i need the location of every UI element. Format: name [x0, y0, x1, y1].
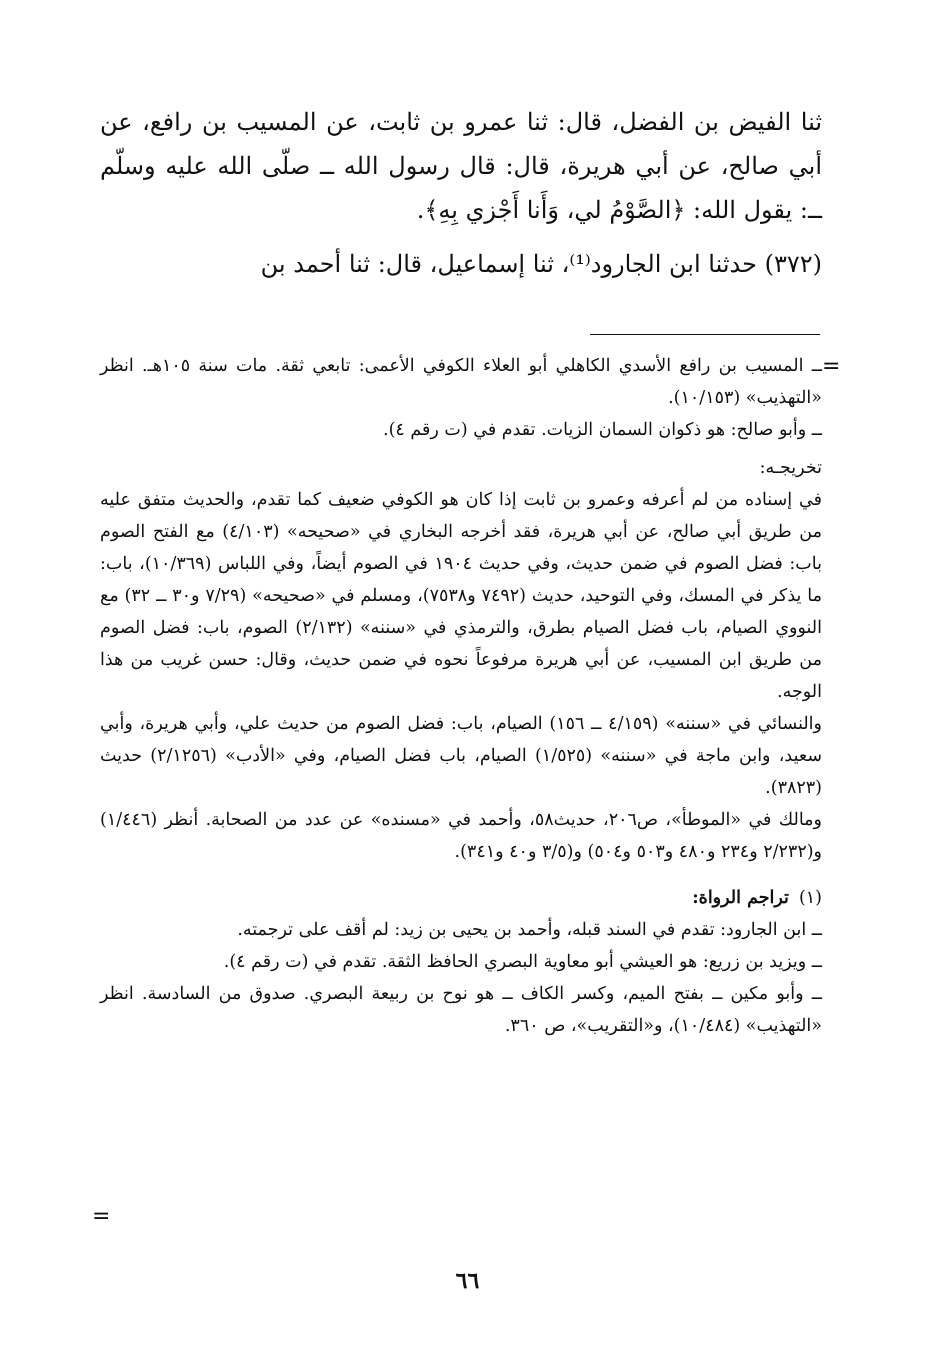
- footnote-1-item-2: ــ ويزيد بن زريع: هو العيشي أبو معاوية البصري الحافظ الثقة. تقدم في (ت رقم ٤).: [223, 952, 822, 972]
- footnote-1-item-3: ــ وأبو مكين ــ بفتح الميم، وكسر الكاف ــ هو نوح بن ربيعة البصري. صدوق من السادسة. انظر «التهذيب» (١٠/٤٨٤)، و«التقريب»، ص ٣٦٠.: [100, 984, 822, 1036]
- footnote-1-heading: تراجم الرواة:: [692, 888, 789, 908]
- footnote-1-item-1: ــ ابن الجارود: تقدم في السند قبله، وأحمد بن يحيى بن زيد: لم أقف على ترجمته.: [237, 920, 822, 940]
- main-paragraph-1: ثنا الفيض بن الفضل، قال: ثنا عمرو بن ثابت، عن المسيب بن رافع، عن أبي صالح، عن أبي هريرة، قال: قال رسول الله ــ صلّى الله عليه وسلّم ــ: يقول الله: ﴿الصَّوْمُ لي، وَأَنا أَجْزي بِهِ﴾.: [100, 108, 822, 224]
- takhrij-paragraph-1: في إسناده من لم أعرفه وعمرو بن ثابت إذا كان هو الكوفي ضعيف كما تقدم، والحديث متفق عليه من طريق أبي صالح، عن أبي هريرة، فقد أخرجه البخاري في «صحيحه» (٤/١٠٣) مع الفتح الصوم باب: فضل الصوم في ضمن حديث، وفي حديث ١٩٠٤ في الصوم أيضاً، وفي اللباس (١٠/٣٦٩)، باب: ما يذكر في المسك، وفي التوحيد، حديث (٧٤٩٢ و٧٥٣٨)، ومسلم في «صحيحه» (٧/٢٩ و٣٠ ــ ٣٢) مع النووي الصيام، باب فضل الصيام بطرق، والترمذي في «سننه» (٢/١٣٢) الصوم، باب: فضل الصوم من طريق ابن المسيب، عن أبي هريرة مرفوعاً نحوه في ضمن حديث، وقال: حسن غريب من هذا الوجه.: [100, 490, 823, 702]
- footnotes: [100, 350, 822, 1042]
- main-text: [100, 100, 822, 286]
- takhrij-paragraph-2: والنسائي في «سننه» (٤/١٥٩ ــ ١٥٦) الصيام، باب: فضل الصوم من حديث علي، وأبي هريرة، وأبي سعيد، وابن ماجة في «سننه» (١/٥٢٥) الصيام، باب فضل الصيام، وفي «الأدب» (٢/١٢٥٦) حديث (٣٨٢٣).: [100, 714, 822, 798]
- page-number: ٦٦: [455, 1268, 480, 1294]
- footnote-1-title: [100, 882, 822, 914]
- footnote-continued-1: ــ المسيب بن رافع الأسدي الكاهلي أبو العلاء الكوفي الأعمى: تابعي ثقة. مات سنة ١٠٥هـ. انظر «التهذيب» (١٠/١٥٣).: [100, 356, 822, 408]
- continuation-mark-bottom: =: [92, 1204, 111, 1229]
- takhrij-paragraph-3: ومالك في «الموطأ»، ص٢٠٦، حديث٥٨، وأحمد في «مسنده» عن عدد من الصحابة. أنظر (١/٤٤٦) و(٢/٢٣٢ و٢٣٤ و٤٨٠ و٥٠٣ و٥٠٤) و(٣/٥ و٤٠ و٣٤١).: [100, 810, 822, 862]
- footnote-1-number: (١): [798, 888, 822, 908]
- footnote-separator: [590, 334, 820, 335]
- takhrij-heading: تخريجـه:: [759, 458, 822, 478]
- main-paragraph-2: (٣٧٢) حدثنا ابن الجارود⁽¹⁾، ثنا إسماعيل، قال: ثنا أحمد بن: [260, 250, 822, 278]
- continuation-mark-top: =: [822, 354, 841, 379]
- footnote-continued-2: ــ وأبو صالح: هو ذكوان السمان الزيات. تقدم في (ت رقم ٤).: [383, 420, 822, 440]
